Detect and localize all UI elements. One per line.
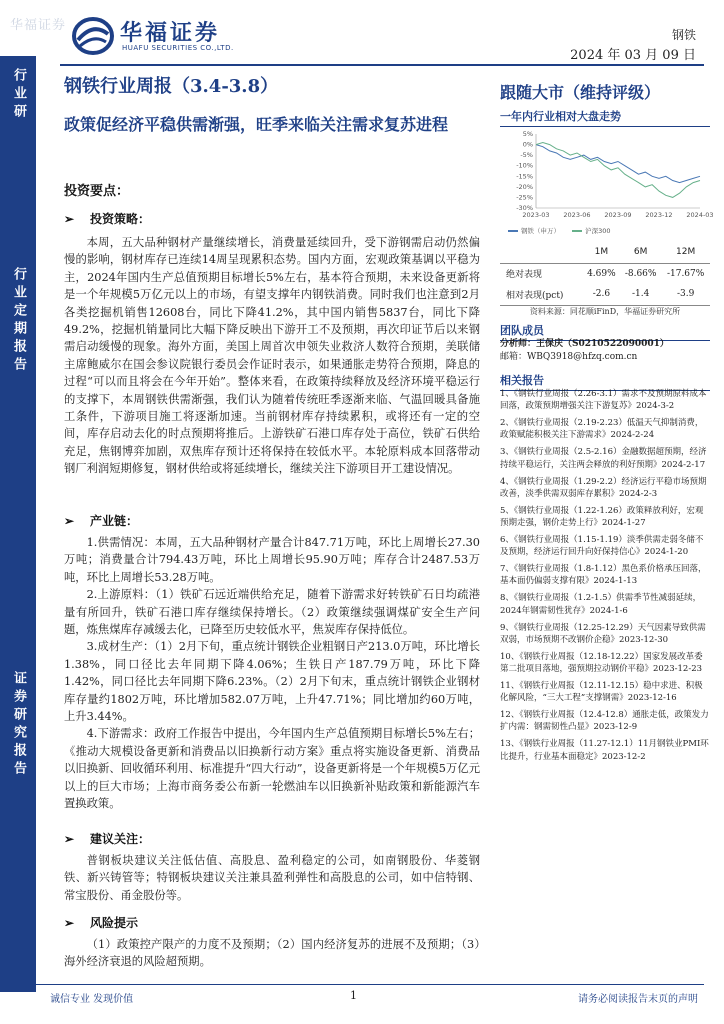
x-tick-label: 2023-09	[604, 211, 632, 219]
related-report-item[interactable]: 11、《钢铁行业周报（12.11-12.15）稳中求进、积极化解风险，“三大工程”支撑钢需》2023-12-16	[500, 680, 703, 704]
perf-header-cell: 6M	[620, 242, 661, 263]
related-report-item[interactable]: 2、《钢铁行业周报（2.19-2.23）低温天气抑制消费，政策赋能积极关注下游需求》2024-2-24	[500, 418, 704, 441]
strategy-paragraph: 本周，五大品种钢材产量继续增长，消费量延续回升，受下游钢需启动仍然偏慢的影响，钢材库存已连续14周呈现累积态势。国内方面，宏观政策基调以平稳为主，2024年国内生产总值预期目标增长5%左右，基本符合预期，未来设备更新将是一个年规模5万亿元以上的市场，有望支撑年内钢铁消费。同时我们也注意到2月各类挖掘机销售12608台，同比下降41.2%，其中国内销售5837台，同比下降49.2%，挖掘机销量同比大幅下降反映出下游开工不及预期，再次印证节后以来钢需启动缓慢的现象。海外方面，美国上周首次申领失业救济人数符合预期，美联储主席鲍威尔在国会参议院银行委员会作证时表示，如果通胀走势符合预期，降息的过程“可以而且将会在今年开始”。整体来看，在政策持续释放及经济环境平稳运行的支撑下，本周钢铁供需渐强，我们认为随着传统旺季逐渐来临、气温回暖具备施工条件，下游项目施工将逐渐加速。当前钢材库存持续累积，或将还有一定的空间，库存启动去化的时点预期将推后。上游铁矿石港口库存处于高位，铁矿石供给充足，焦钢博弈加剧，双焦库存预计还将保持在较低水平。本轮原料成本回落带动钢厂利润短期修复，钢材供给或将延续增长，继续关注下游项目开工建设情况。	[64, 236, 480, 476]
x-tick-label: 2023-03	[522, 211, 550, 219]
analyst-line: 分析师：王保庆（S0210522090001）	[500, 339, 669, 349]
related-report-item[interactable]: 1、《钢铁行业周报（2.26-3.1）需求不及预期原料成本回落，政策预期增强关注下游复苏》2024-3-2	[500, 389, 707, 412]
left-sidebar	[0, 56, 36, 992]
risk-paragraph: （1）政策控产限产的力度不及预期；（2）国内经济复苏的进展不及预期；（3）海外经济衰退的风险超预期。	[64, 938, 480, 969]
perf-cell: -2.6	[583, 284, 620, 305]
arrow-bullet-icon: ➢	[64, 916, 75, 930]
team-heading: 团队成员	[500, 322, 710, 341]
table-row	[500, 284, 710, 305]
legend-item-steel: 钢铁（申万）	[508, 226, 560, 235]
section-advice-heading: ➢ 建议关注：	[64, 832, 151, 846]
section-chain-body	[64, 534, 480, 813]
section-risk-heading: ➢ 风险提示	[64, 916, 139, 930]
footer-slogan: 诚信专业 发现价值	[50, 994, 134, 1005]
section-strategy-heading: ➢ 投资策略：	[64, 212, 151, 226]
related-reports-list	[500, 388, 710, 767]
analyst-email[interactable]: WBQ3918@hfzq.com.cn	[527, 352, 638, 362]
logo-mark-icon	[72, 16, 114, 56]
perf-row-label: 绝对表现	[506, 270, 543, 281]
legend-item-hs300: 沪深300	[572, 226, 610, 235]
x-tick-label: 2023-12	[645, 211, 673, 219]
sidebar-label-top: 行业研	[11, 68, 26, 122]
chain-paragraph-2: 2.上游原料：（1）铁矿石远近端供给充足，随着下游需求好转铁矿石日均疏港量有所回升，铁矿石港口库存继续保持增长。（2）政策继续强调煤矿安全生产问题，炼焦煤库存减缓去化，已降至历史较低水平，焦炭库存保持低位。	[64, 588, 480, 637]
performance-header-row	[500, 242, 710, 263]
header-divider	[60, 64, 704, 66]
section-advice-body	[64, 852, 480, 904]
watermark: 华福证券	[10, 18, 67, 33]
perf-header-cell: 12M	[661, 242, 710, 263]
data-source-note: 资料来源：同花顺iFinD，华福证券研究所	[529, 307, 681, 316]
related-report-item[interactable]: 7、《钢铁行业周报（1.8-1.12）黑色系价格承压回落，基本面仍偏弱支撑有限》2024-1-13	[500, 564, 707, 587]
related-report-item[interactable]: 12、《钢铁行业周报（12.4-12.8）通胀走低，政策发力扩内需：钢需韧性凸显》2023-12-9	[500, 710, 709, 733]
key-points-title: 投资要点：	[64, 184, 130, 199]
chart-heading: 一年内行业相对大盘走势	[500, 108, 710, 127]
related-report-item[interactable]: 6、《钢铁行业周报（1.15-1.19）淡季供需走弱冬储不及预期，经济运行回升向好保持信心》2024-1-20	[500, 534, 704, 558]
y-tick-label: -25%	[516, 193, 533, 202]
logo-text-en: HUAFU SECURITIES CO.,LTD.	[122, 44, 234, 52]
section-risk-body	[64, 936, 480, 971]
sidebar-label-mid: 行业定期报告	[11, 267, 26, 375]
series-line-1	[536, 143, 700, 198]
arrow-bullet-icon: ➢	[64, 514, 75, 528]
perf-header-cell	[500, 242, 583, 263]
header-date: 2024 年 03 月 09 日	[570, 48, 696, 63]
advice-paragraph: 普钢板块建议关注低估值、高股息、盈利稳定的公司，如南钢股份、华菱钢铁、新兴铸管等；特钢板块建议关注兼具盈利弹性和高股息的公司，如中信特钢、常宝股份、甬金股份等。	[64, 854, 480, 902]
arrow-bullet-icon: ➢	[64, 212, 75, 226]
y-tick-label: 5%	[522, 130, 533, 138]
section-chain-heading: ➢ 产业链：	[64, 514, 139, 528]
y-tick-label: -15%	[516, 172, 533, 181]
related-report-item[interactable]: 13、《钢铁行业周报（11.27-12.1）11月钢铁业PMI环比提升，行业基本面稳定》2023-12-2	[500, 739, 709, 762]
page-number: 1	[350, 989, 357, 1002]
perf-cell: -3.9	[661, 284, 710, 305]
perf-cell: 4.69%	[587, 268, 616, 279]
chain-paragraph-4: 4.下游需求：政府工作报告中提出，今年国内生产总值预期目标增长5%左右；《推动大规模设备更新和消费品以旧换新行动方案》重点将实施设备更新、消费品以旧换新、回收循环利用、标准提升“四大行动”，设备更新将是一个年规模5万亿元以上的巨大市场；上海市商务委公布新一轮燃油车以旧换新补贴政策和新能源汽车置换政策。	[64, 727, 480, 811]
perf-cell: -1.4	[620, 284, 661, 305]
perf-cell: -8.66%	[624, 268, 657, 279]
performance-table	[500, 242, 710, 306]
email-line: 邮箱：WBQ3918@hfzq.com.cn	[500, 352, 638, 362]
y-tick-label: -10%	[516, 161, 533, 170]
header-industry: 钢铁	[671, 28, 696, 42]
x-tick-label: 2023-06	[563, 211, 591, 219]
related-report-item[interactable]: 5、《钢铁行业周报（1.22-1.26）政策释放利好，宏观预期走强，钢价走势上行》2024-1-27	[500, 505, 704, 529]
arrow-bullet-icon: ➢	[64, 832, 75, 846]
related-report-item[interactable]: 8、《钢铁行业周报（1.2-1.5）供需季节性减弱延续，2024年钢需韧性犹存》2024-1-6	[500, 593, 702, 616]
team-info	[500, 338, 710, 364]
logo-text-cn: 华福证券	[120, 21, 221, 46]
trend-chart	[500, 124, 714, 242]
y-tick-label: -30%	[516, 204, 533, 212]
perf-header-cell: 1M	[583, 242, 620, 263]
y-tick-label: -20%	[516, 182, 533, 191]
y-tick-label: 0%	[522, 140, 533, 149]
analyst-name: 王保庆（S0210522090001）	[536, 339, 669, 349]
y-tick-label: -5%	[520, 151, 533, 160]
rating-label: 跟随大市（维持评级）	[500, 83, 661, 102]
x-tick-label: 2024-03	[686, 211, 714, 219]
chart-legend	[508, 226, 708, 235]
footer-divider	[36, 984, 704, 985]
related-report-item[interactable]: 9、《钢铁行业周报（12.25-12.29）天气因素导致供需双弱，市场预期不改钢价企稳》2023-12-30	[500, 622, 706, 645]
report-title: 钢铁行业周报（3.4-3.8）	[64, 76, 279, 97]
related-report-item[interactable]: 10、《钢铁行业周报（12.18-12.22）国家发展改革委第二批项目落地，强预期拉动钢价平稳》2023-12-23	[500, 651, 703, 674]
sidebar-label-bottom: 证券研究报告	[11, 671, 26, 779]
company-logo	[72, 14, 272, 58]
table-row	[500, 263, 710, 284]
chain-paragraph-3: 3.成材生产：（1）2月下旬，重点统计钢铁企业粗钢日产213.0万吨，环比增长1.38%，同口径比去年同期下降4.06%；生铁日产187.79万吨，环比下降1.42%，同口径比去年同期下降6.23%。（2）2月下旬末，重点统计钢铁企业钢材库存量约1802万吨，环比增加582.07万吨，上升47.71%；同比增加约60万吨，上升3.44%。	[64, 640, 480, 724]
footer-disclaimer: 请务必阅读报告末页的声明	[578, 994, 698, 1005]
perf-cell: -17.67%	[666, 268, 705, 279]
related-report-item[interactable]: 3、《钢铁行业周报（2.5-2.16）金融数据超预期，经济持续平稳运行，关注两会释放的利好预期》2024-2-17	[500, 447, 707, 470]
chain-paragraph-1: 1.供需情况：本周，五大品种钢材产量合计847.71万吨，环比上周增长27.30万吨；消费量合计794.43万吨，环比上周增长95.90万吨；库存合计2487.53万吨，环比上周增长53.28万吨。	[64, 536, 480, 584]
section-strategy-body	[64, 234, 480, 478]
related-reports-heading: 相关报告	[500, 372, 710, 391]
report-headline: 政策促经济平稳供需渐强，旺季来临关注需求复苏进程	[64, 115, 449, 134]
perf-row-label: 相对表现(pct)	[500, 284, 583, 305]
related-report-item[interactable]: 4、《钢铁行业周报（1.29-2.2）经济运行平稳市场预期改善，淡季供需双弱库存累积》2024-2-3	[500, 476, 707, 499]
